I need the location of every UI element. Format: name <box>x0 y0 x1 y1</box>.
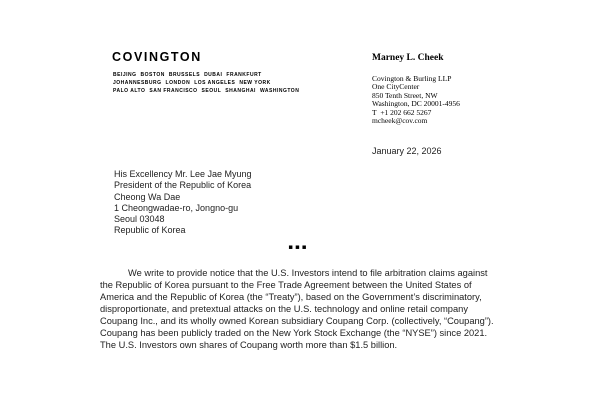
office-name: WASHINGTON <box>259 88 300 94</box>
office-name: LOS ANGELES <box>194 80 236 86</box>
office-name: JOHANNESBURG <box>113 80 162 86</box>
attorney-contact-block <box>372 53 460 125</box>
office-name: DUBAI <box>204 72 223 78</box>
contact-line: mcheek@cov.com <box>372 116 428 126</box>
office-name: SHANGHAI <box>225 88 256 94</box>
office-name: SAN FRANCISCO <box>149 88 198 94</box>
contact-line: 850 Tenth Street, NW <box>372 90 438 100</box>
office-name: BRUSSELS <box>168 72 201 78</box>
office-name: BEIJING <box>113 72 137 78</box>
section-separator: ▪▪▪ <box>288 243 309 251</box>
office-row <box>113 71 303 79</box>
office-name: FRANKFURT <box>226 72 262 78</box>
office-name: LONDON <box>165 80 191 86</box>
attorney-name: Marney L. Cheek <box>372 53 444 63</box>
letter-body-paragraph: We write to provide notice that the U.S. Investors intend to file arbitration claims against the Republic of Korea pursuant to the Free Trade Agreement between the United States of America and the Republic of Korea (the “Treaty”), based on the Government’s discriminatory, disproportionate, and pretextual attacks on the U.S. technology and online retail company Coupang Inc., and its wholly owned Korean subsidiary Coupang Corp. (collectively, “Coupang”). Coupang has been publicly traded on the New York Stock Exchange (the “NYSE”) since 2021. The U.S. Investors own shares of Coupang worth more than $1.5 billion. <box>100 268 494 350</box>
office-row <box>113 87 303 95</box>
recipient-line: Seoul 03048 <box>114 214 165 225</box>
letter-date: January 22, 2026 <box>372 146 442 156</box>
recipient-address-block <box>114 169 252 237</box>
office-row <box>113 79 303 87</box>
office-name: BOSTON <box>140 72 165 78</box>
firm-logo: COVINGTON <box>112 50 202 64</box>
office-name: PALO ALTO <box>113 88 146 94</box>
recipient-line: Republic of Korea <box>114 225 186 236</box>
office-locations <box>113 71 303 95</box>
contact-line: T +1 202 662 5267 <box>372 107 432 117</box>
attorney-contact-details <box>372 75 460 125</box>
recipient-line: Cheong Wa Dae <box>114 191 181 202</box>
recipient-line: President of the Republic of Korea <box>114 180 252 191</box>
contact-line: Washington, DC 20001-4956 <box>372 99 460 109</box>
contact-line: Covington & Burling LLP <box>372 74 452 83</box>
contact-line: One CityCenter <box>372 82 420 92</box>
recipient-line: His Excellency Mr. Lee Jae Myung <box>114 169 252 179</box>
office-name: NEW YORK <box>239 80 271 86</box>
office-name: SEOUL <box>201 88 222 94</box>
recipient-line: 1 Cheongwadae-ro, Jongno-gu <box>114 202 239 213</box>
